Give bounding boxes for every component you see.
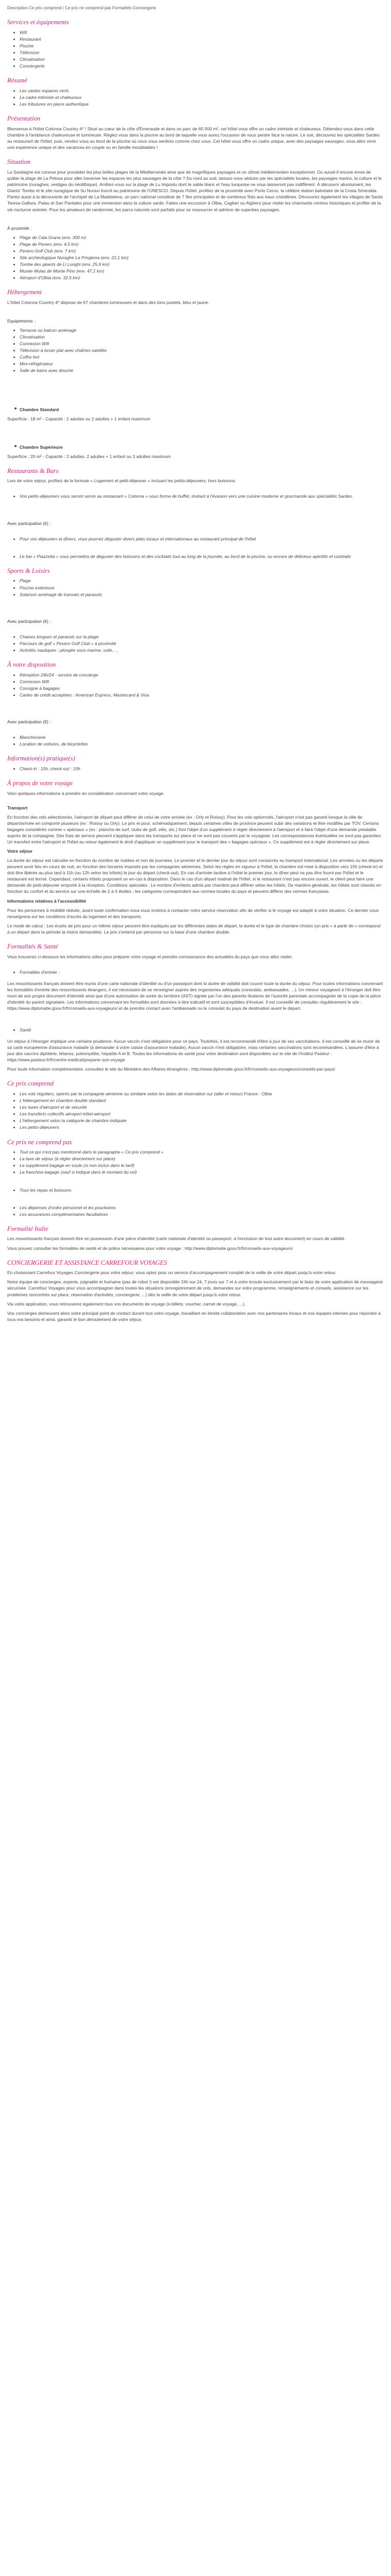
accessibilite-text: Pour les personnes à mobilité réduite, avant toute confirmation nous vous invitons à contacter notre service réservation afin de vérifier si le voyage est adapté à votre situation. Ce dernier vous renseignera sur les conditions d'accès du logement et des transports.	[7, 907, 379, 919]
equipements-list	[7, 327, 384, 374]
accessibilite-label: Informations relatives à l'accessibilité	[7, 898, 86, 904]
presentation-text: Bienvenue à l'hôtel Colonna Country 4* ! Situé au cœur de la côte d'Émeraude et dans un parc de 60 000 m², cet hôtel vous offre un cadre intimiste et chaleureux. Détendez-vous dans cette chambre à l'ambiance chaleureuse et lumineuse. Réglez-vous dans la piscine au bord de laquelle vous aurez l'occasion de vous perdre face la nature. Le soir, découvrez les spécialités Sardes au restaurant de l'hôtel, puis, rendez-vous au bord de la piscine où vous vous sentirez comme chez vous. Cet hôtel vous offre un cadre unique, avec des paysages sauvages, vous allez vivre une expérience unique et des vacances en couple ou en famille inoubliables !	[7, 126, 380, 150]
list-item: • Parcours de golf « Pevero Golf Club » à proximité	[20, 640, 384, 647]
room-list-standard	[7, 406, 384, 413]
list-item: • Les tribulures en pierre authentique	[20, 101, 384, 107]
list-item: • Connexion Wifi	[20, 679, 384, 685]
sports-title: Sports & Loisirs	[7, 567, 50, 574]
distances-list	[7, 234, 384, 281]
disposition-paid-label: Avec participation (€) :	[7, 719, 51, 724]
transport-label: Transport	[7, 805, 28, 810]
list-item: • Climatisation	[20, 334, 384, 340]
list-item: • Télévision	[20, 49, 384, 56]
sejour-text: La durée du séjour est calculée en fonction du nombre de nuitées et non de journées. Le premier et le dernier jour du séjour sont consacrés au transport international. Les arrivées ou les départs peuvent avoir lieu en cours de nuit, en fonction des horaires imposés par les compagnies aériennes. Selon les règles en vigueur à l'hôtel, la chambre est mise à disposition vers 15h (check-in) et doit être libérée au plus tard à 11h (ou 12h selon les hôtels) le jour du départ (check-out). En cas d'arrivée tardive à l'hôtel le premier jour, le dîner peut ne pas être fourni par l'hôtel et le restaurant est fermé. Cependant, certains hôtels proposent un en-cas à disposition. Dans le cas d'un départ matinal de l'hôtel, si le restaurant n'est pas encore ouvert, le client peut faire une demande de petit-déjeuner emporté à la réception. Conditions spéciales : Le nombre d'enfants admis par chambre peut différer selon les hôtels. De manière générale, les hôtels sont classés en fonction du confort et du service sur une échelle de 2 à 5 étoiles ; les catégories correspondent aux normes locales du pays et peuvent différer des normes françaises.	[7, 858, 383, 894]
formalite-italie-section	[7, 1225, 384, 1251]
list-item: • Le bar « Piazzetta » vous permettra de déguster des boissons et des cocktails tout au long de la journée, au bord de la piscine, ou encore de délicieux apéritifs et cocktails	[20, 553, 384, 560]
prix-comprend-section	[7, 1079, 384, 1130]
infos-title: Information(s) pratique(s)	[7, 755, 75, 762]
formalites-more: Pour toute information complémentaire, consultez le site du Ministère des Affaires étrangères : http://www.diplomatie.gouv.fr/fr/conseils-aux-voyageurs/conseils-par-pays/	[7, 1066, 335, 1072]
transport-text: En fonction des vols sélectionnés, l'aéroport de départ peut différer de celui de votre arrivée (ex : Orly et Roissy). Pour les vols optionnels, l'aéroport n'est pas garanti lorsque la ville de départ/arrivée en comporte plusieurs (ex : Roissy ou Orly). Le prix et pour, schématiquement, depuis certaines villes de province peuvent subir des variations et être modifiés par TOV. Certains bagages considérés comme « spéciaux » (ex : planche de surf, clubs de golf, vélo, etc.) font l'objet d'un supplément à régler directement à l'aéroport et à faire l'objet d'une demande préalable auprès de la compagnie. Des frais de service peuvent s'appliquer dans les transports sur place et ne sont pas couverts par le voyagiste. Les correspondances éventuelles ne sont pas garanties. Un transfert entre l'aéroport et l'hôtel au retour également le droit d'appliquer un supplément pour le transport des « bagages spéciaux ». Ce supplément est à régler directement sur place.	[7, 814, 382, 845]
list-item: • Tombe des géants de Li Longhi (env. 25,9 km)	[20, 261, 384, 267]
list-item: • La franchise bagage (sauf si indiqué dans le montant du vol)	[20, 1169, 384, 1175]
list-item: • Site archéologique Nuraghe La Prisgiona (env. 22,1 km)	[20, 255, 384, 261]
list-item: • Le supplément bagage en soute (si non inclus dans le tarif)	[20, 1162, 384, 1168]
list-item: • Salle de bains avec douche	[20, 367, 384, 374]
sante-list	[7, 1027, 384, 1033]
situation-section	[7, 158, 384, 281]
conciergerie-section	[7, 1259, 384, 1323]
sejour-label: Votre séjour	[7, 849, 32, 854]
list-item: • Piscine	[20, 43, 384, 49]
list-item: • Chaises longues et parasols sur la plage	[20, 634, 384, 640]
list-item: • Le cadre intimiste et chaleureux	[20, 94, 384, 100]
top-description: Description Ce prix comprend / Ce prix ne comprend pas Formalités Conciergerie	[7, 6, 156, 10]
list-item: • Mini-réfrigérateur	[20, 361, 384, 367]
list-item: • Wifi	[20, 29, 384, 36]
hebergement-section	[7, 288, 384, 460]
list-item: • Les vastes espaces verts	[20, 88, 384, 94]
presentation-section	[7, 114, 384, 150]
hebergement-title: Hébergement	[7, 289, 42, 296]
sante-text: Un séjour à l'étranger implique une certaine prudence. Aucun vaccin n'est obligatoire pour ce pays. Toutefois, il est recommandé d'être à jour de ses vaccinations. Il est conseillé de se munir de sa carte européenne d'assurance maladie (à demander à votre caisse d'assurance maladie). Aucun vaccin n'est obligatoire, mais certaines vaccinations sont recommandées. L'assurer d'être à jour des vaccins diphtérie, tétanos, poliomyélite, hépatite A et B. Toutes les informations de santé pour votre destination sont disponibles sur le site de l'Institut Pasteur : https://www.pasteur.fr/fr/centre-medical/preparer-son-voyage	[7, 1039, 380, 1063]
apropos-intro: Voici quelques informations à prendre en considération concernant votre voyage.	[7, 790, 165, 796]
infos-list	[7, 766, 384, 772]
list-item: • Pour vos déjeuners et dîners, vous pourrez déguster divers plats locaux et internationaux au restaurant principal de l'hôtel	[20, 536, 384, 542]
formalites-title: Formalités & Santé	[7, 942, 58, 950]
formalite-italie-text: Les ressortissants français doivent être en possession d'une pièce d'identité (carte nationale d'identité ou passeport, à l'exclusion de tout autre document) en cours de validité.	[7, 1236, 346, 1242]
restaurants-text: Lors de votre séjour, profitez de la formule « Logement et petit-déjeuner » incluant les petits-déjeuners, hors boissons.	[7, 478, 237, 484]
sports-paid-label: Avec participation (€) :	[7, 618, 51, 624]
prix-ne-comprend-title: Ce prix ne comprend pas	[7, 1138, 72, 1146]
conciergerie-p4: Vos concierges demeurent alors votre principal point de contact durant tout votre voyage, travaillant en étroite collaboration avec nos partenaires locaux et nos équipes internes pour répondre à tous vos besoins et ainsi, garantir le bon déroulement de votre séjour.	[7, 1310, 381, 1322]
hebergement-text: L'hôtel Colonna Country 4* dispose de 67 chambres lumineuses et dans des tons pastels, bleu et jaune.	[7, 299, 209, 305]
list-item: • Les vols réguliers, opérés par la compagnie aérienne ou similaire selon les dates de réservation sur (aller et retour) France - Olbia	[20, 1091, 384, 1097]
list-item: • Blanchisserie	[20, 734, 384, 740]
list-item: • Tout ce qui n'est pas mentionné dans le paragraphe « Ce prix comprend »	[20, 1149, 384, 1155]
sports-list	[7, 578, 384, 597]
calcul-text: Le mode de calcul : Les écarts de prix pour un même séjour peuvent être expliqués par les différentes dates de départ, la durée et le type de chambre choisis (un prix « à partir de » correspond à un départ dans la période la moins demandée). Le prix s'entend par personne sur la base d'une chambre double.	[7, 923, 381, 935]
list-item: • Vos petits-déjeuners vous seront servis au restaurant « Colonna » sous forme de buffet, invitant à l'évasion vers une cuisine moderne et gourmande aux spécialités Sardes.	[20, 493, 384, 499]
conciergerie-p2: Notre équipe de concierges, experte, joignable et humaine (pas de robot !) est disponible 24h sur 24, 7 jours sur 7 et à votre écoute exclusivement par le biais de votre application de messagerie sécurisée. Carrefour Voyages pour vous accompagner dans toutes les situations (enregistrement de vols, demandes sur votre programme, renseignements et conseils, assistance sur les problèmes rencontrés sur place, réservation d'activités, conciergerie, ...) dès la veille de votre départ jusqu'à votre retour.	[7, 1279, 383, 1297]
conciergerie-p1: En choisissant Carrefour Voyages Conciergerie pour votre séjour, vous optez pour un service d'accompagnement complet de la veille de votre départ jusqu'à votre retour.	[7, 1270, 336, 1276]
prix-ne-comprend-list-2	[7, 1187, 384, 1193]
disposition-title: À votre disposition	[7, 660, 56, 668]
list-item: • Plage de Cala Grana (env. 300 m)	[20, 234, 384, 241]
room-desc-standard: Superficie : 18 m² - Capacité : 2 adultes ou 2 adultes + 1 enfant maximum	[7, 416, 151, 422]
equipements-label: Equipements :	[7, 318, 36, 324]
list-item: • Cartes de crédit acceptées : American Express, Mastercard & Visa	[20, 692, 384, 698]
list-item: • Les dépenses d'ordre personnel et les pourboires	[20, 1205, 384, 1211]
disposition-section	[7, 660, 384, 747]
list-item: • La taxe de séjour (à régler directement sur place)	[20, 1156, 384, 1162]
conciergerie-title: CONCIERGERIE ET ASSISTANCE CARREFOUR VOYAGES	[7, 1259, 167, 1266]
restaurants-section	[7, 467, 384, 560]
list-item: • Coffre-fort	[20, 354, 384, 360]
formalites-cit-label: • Formalités d'entrée :	[20, 969, 384, 975]
disposition-list	[7, 672, 384, 698]
restaurants-paid-list-2	[7, 553, 384, 560]
list-item: • Les petits-déjeuners	[20, 1124, 384, 1130]
room-name-standard: ■ Chambre Standard	[14, 406, 384, 413]
sports-paid-list	[7, 634, 384, 653]
list-item: • Les taxes d'aéroport et de sécurité	[20, 1104, 384, 1110]
list-item: • Check-in : 15h, check-out : 10h	[20, 766, 384, 772]
list-item: • Climatisation	[20, 56, 384, 62]
prix-ne-comprend-list-3	[7, 1205, 384, 1217]
formalite-italie-link-text: Vous pouvez consulter les formalités de santé et de police nécessaires pour votre voyage : http://www.diplomatie.gouv.fr/fr/conseils-aux-voyageurs/	[7, 1245, 293, 1251]
formalites-intro: Vous trouverez ci-dessous les informations utiles pour préparer votre voyage et prendre connaissance des actualités du pays que vous allez visiter.	[7, 954, 293, 959]
conciergerie-p3: Via votre application, vous retrouverez également tous vos documents de voyage (e-billets, voucher, carnet de voyage, ...).	[7, 1301, 246, 1307]
list-item: • Terrasse ou balcon aménagé	[20, 327, 384, 333]
services-section	[7, 18, 384, 69]
list-item: • Musée Mulas de Monte Pino (env. 47,1 km)	[20, 268, 384, 274]
list-item: • Connexion Wifi	[20, 341, 384, 347]
list-item: • Consigne à bagages	[20, 685, 384, 691]
sante-label: • Santé	[20, 1027, 384, 1033]
resume-list	[7, 88, 384, 107]
prix-comprend-title: Ce prix comprend	[7, 1080, 54, 1088]
restaurants-title: Restaurants & Bars	[7, 467, 59, 474]
list-item: • Restaurant	[20, 36, 384, 42]
list-item: • Tous les repas et boissons	[20, 1187, 384, 1193]
prix-ne-comprend-list	[7, 1149, 384, 1175]
formalite-italie-title: Formalité Italie	[7, 1225, 48, 1232]
resume-title: Résumé	[7, 77, 27, 84]
list-item: • Piscine extérieure	[20, 585, 384, 591]
resume-section	[7, 76, 384, 107]
list-item: • Aéroport d'Olbia (env. 32,5 km)	[20, 275, 384, 281]
prix-ne-comprend-section	[7, 1138, 384, 1217]
list-item: • Télévision à écran plat avec chaînes satellite	[20, 347, 384, 353]
services-list	[7, 29, 384, 69]
presentation-title: Présentation	[7, 115, 40, 123]
list-item: • Conciergerie	[20, 63, 384, 69]
formalites-cit-text: Les ressortissants français doivent être munis d'une carte nationale d'identité ou d'un passeport dont la durée de validité doit couvrir toute la durée du séjour. Pour toutes informations concernant les formalités d'entrée des ressortissants étrangers, il est nécessaire de se renseigner auprès des organismes adéquats (consulats, ambassades, ...). Un mineur voyageant à l'étranger doit être muni de son propre document d'identité ainsi que d'une autorisation de sortie du territoire (AST) signée par l'un des parents titulaires de l'autorité parentale accompagnée de la copie de la pièce d'identité du parent signataire. Les informations concernant les formalités sont données à titre indicatif et sont susceptibles d'évoluer. Il est conseillé de consulter régulièrement le site : https://www.diplomatie.gouv.fr/fr/conseils-aux-voyageurs/ et de prendre contact avec l'ambassade ou le consulat du pays de destination avant le départ.	[7, 980, 383, 1011]
list-item: • Pevero Golf Club (env. 7 km)	[20, 248, 384, 254]
restaurants-list	[7, 493, 384, 499]
list-item: • Les transferts collectifs aéroport-hôtel-aéroport	[20, 1111, 384, 1117]
restaurants-paid-label: Avec participation (€) :	[7, 520, 51, 526]
services-title: Services et équipements	[7, 19, 69, 26]
room-desc-superieure: Superficie : 20 m² - Capacité : 2 adultes, 2 adultes + 1 enfant ou 3 adultes maximum	[7, 453, 171, 459]
situation-title: Situation	[7, 158, 31, 166]
list-item: • Location de voitures, de bicyclettes	[20, 741, 384, 747]
infos-section	[7, 754, 384, 772]
list-item: • Solarium aménagé de transats et parasols	[20, 591, 384, 598]
disposition-paid-list	[7, 734, 384, 747]
situation-text: La Sardaigne est connue pour posséder les plus belles plages de la Méditerranée ainsi que de magnifiques paysages et un climat méditerranéen exceptionnel. Ou aurait-il encore envie de quitter la plage de La Pelosa pour aller traverser les espaces les plus sauvages de la côte ? Du nord au sud, laissez-vous séduire par les spécialités locales, les paysages marins, la culture et le patrimoine (nuraghes, vestiges du néolithique). Arrêtez-vous sur la plage de Lu Impostu dont le sable blanc et l'eau turquoise ne vous laisseront pas indifférent. À découvrir absolument, les Giants' Tombs et le site nuragique de Su Nuraxi inscrit au patrimoine de l'UNESCO. Depuis l'hôtel, profitez de la proximité avec Porto Cervo, la célèbre station balnéaire de la Costa Smeralda. Partez aussi à la découverte de l'archipel de La Maddalena, un parc national constitué de 7 îles principales et de nombreux îlots aux eaux cristallines. Découvrez également les villages de Santa Teresa Gallura, Palau et San Pantaleo pour une immersion dans la culture sarde. Faites une excursion à Olbia, Cagliari ou Alghero pour visiter les charmants centres historiques et profiter de la vie nocturne animée. Pour les amateurs de randonnée, les parcs naturels sont parfaits pour se ressourcer et admirer de superbes paysages.	[7, 170, 383, 212]
prix-comprend-list	[7, 1091, 384, 1130]
list-item: • L'hébergement selon la catégorie de chambre indiquée	[20, 1117, 384, 1124]
list-item: • L'hébergement en chambre double standard	[20, 1097, 384, 1104]
list-item: • Activités nautiques : plongée sous-marine, voile, ...	[20, 647, 384, 653]
sports-section	[7, 567, 384, 653]
list-item: • Les assurances complémentaires facultatives	[20, 1211, 384, 1217]
formalites-cit-list	[7, 969, 384, 975]
list-item: • Réception 24h/24 - service de concierge	[20, 672, 384, 678]
list-item: • Plage de Pevero (env. 4,5 km)	[20, 241, 384, 247]
apropos-title: À propos de votre voyage	[7, 779, 73, 787]
restaurants-paid-list	[7, 536, 384, 542]
formalites-section	[7, 942, 384, 1073]
apropos-section	[7, 779, 384, 935]
room-name-superieure: ■ Chambre Supérieure	[14, 444, 384, 450]
list-item: • Plage	[20, 578, 384, 584]
room-list-superieure	[7, 444, 384, 450]
distances-label: À proximité :	[7, 225, 32, 231]
